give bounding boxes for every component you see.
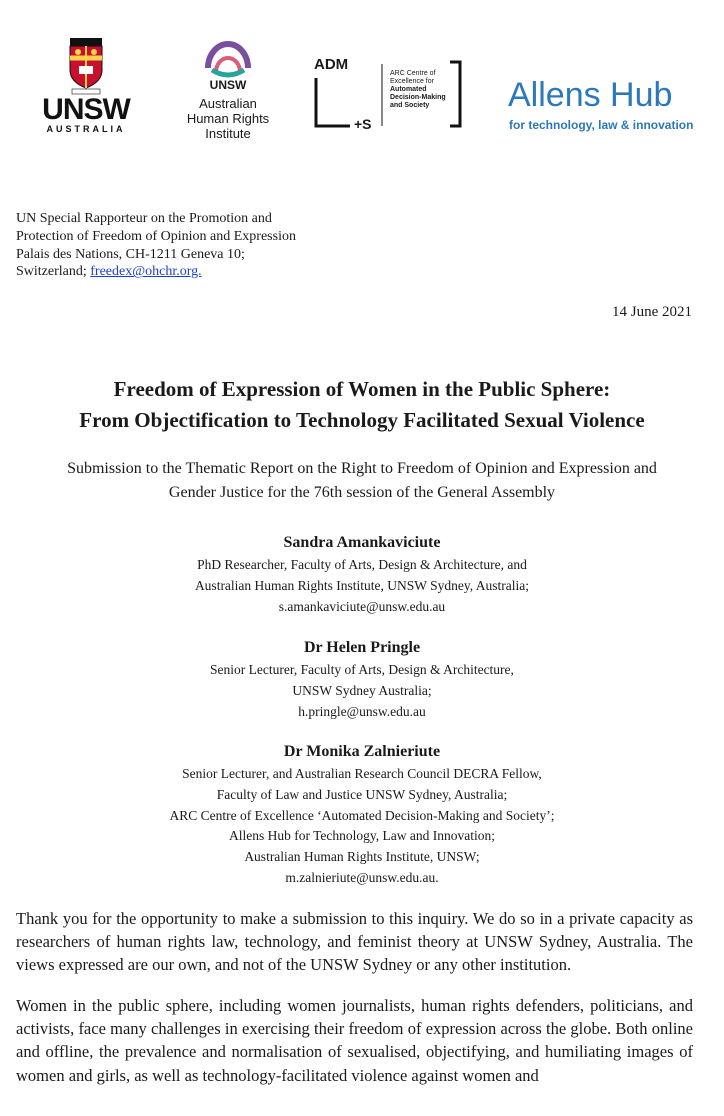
address-line: Protection of Freedom of Opinion and Expression [16,228,296,244]
ahri-logo [178,28,278,143]
adm-plus-s: +S [354,116,372,132]
unsw-country: AUSTRALIA [46,124,126,134]
author-affiliation: Faculty of Law and Justice UNSW Sydney, Australia; [216,786,508,802]
recipient-address [16,210,296,281]
ahri-arc-icon [202,28,254,80]
author-affiliation: ARC Centre of Excellence ‘Automated Decision-Making and Society’; [169,807,555,823]
author-affiliation: Allens Hub for Technology, Law and Innovation; [229,828,495,844]
author-affiliation: UNSW Sydney Australia; [292,682,432,698]
author-affiliation: PhD Researcher, Faculty of Arts, Design & Architecture, and [197,557,527,572]
author-block [0,636,724,722]
author-name: Dr Helen Pringle [303,639,421,656]
author-name: Dr Monika Zalnieriute [283,743,441,760]
body-paragraph: Thank you for the opportunity to make a submission to this inquiry. We do so in a private capacity as researchers of human rights law, technology, and feminist theory at UNSW Sydney, Australia. The views expressed are our own, and not of the UNSW Sydney or any other institution. [16,909,693,975]
title-line: From Objectification to Technology Facilitated Sexual Violence [79,408,645,432]
title-line: Freedom of Expression of Women in the Public Sphere: [113,377,611,401]
adm-logo [314,56,464,132]
body-paragraph: Women in the public sphere, including women journalists, human rights defenders, politicians, and activists, face many challenges in exercising their freedom of expression across the globe. Both online and offline, the prevalence and normalisation of sexualised, objectifying, and humiliating images of women and girls, as well as technology-facilitated violence against women and [16,996,693,1085]
adm-acronym: ADM [314,56,349,73]
address-line: Palais des Nations, CH-1211 Geneva 10; [16,246,245,262]
author-email: h.pringle@unsw.edu.au [298,703,426,719]
document-subtitle [0,457,724,505]
ahri-name: Australian Human Rights Institute [186,96,270,141]
email-link[interactable]: freedex@ohchr.org. [90,264,202,280]
allens-hub-name: Allens Hub [508,76,673,114]
adm-description: ARC Centre of Excellence for Automated Decision-Making and Society [390,70,446,109]
author-block [0,740,724,889]
unsw-crest-icon [66,36,106,96]
author-affiliation: Australian Human Rights Institute, UNSW; [244,849,480,865]
allens-hub-logo [508,76,698,136]
subtitle-line: Gender Justice for the 76th session of the General Assembly [168,484,556,501]
author-affiliation: Senior Lecturer, and Australian Research Council DECRA Fellow, [182,766,542,781]
allens-hub-tagline: for technology, law & innovation [509,118,694,132]
letter-date: 14 June 2021 [612,304,692,320]
author-affiliation: Senior Lecturer, Faculty of Arts, Design & Architecture, [210,662,514,677]
author-name: Sandra Amankaviciute [283,534,441,551]
subtitle-line: Submission to the Thematic Report on the Right to Freedom of Opinion and Expression and [67,460,657,477]
document-title [0,374,724,436]
address-line: Switzerland; freedex@ohchr.org. [16,264,202,280]
author-email: s.amankaviciute@unsw.edu.au [278,598,446,614]
address-line: UN Special Rapporteur on the Promotion and [16,211,272,226]
author-affiliation: Australian Human Rights Institute, UNSW Sydney, Australia; [194,577,530,593]
author-email: m.zalnieriute@unsw.edu.au. [285,869,439,885]
unsw-logo [40,36,132,136]
author-block [0,531,724,617]
unsw-wordmark: UNSW [42,93,130,126]
ahri-unsw-label: UNSW [209,78,247,92]
